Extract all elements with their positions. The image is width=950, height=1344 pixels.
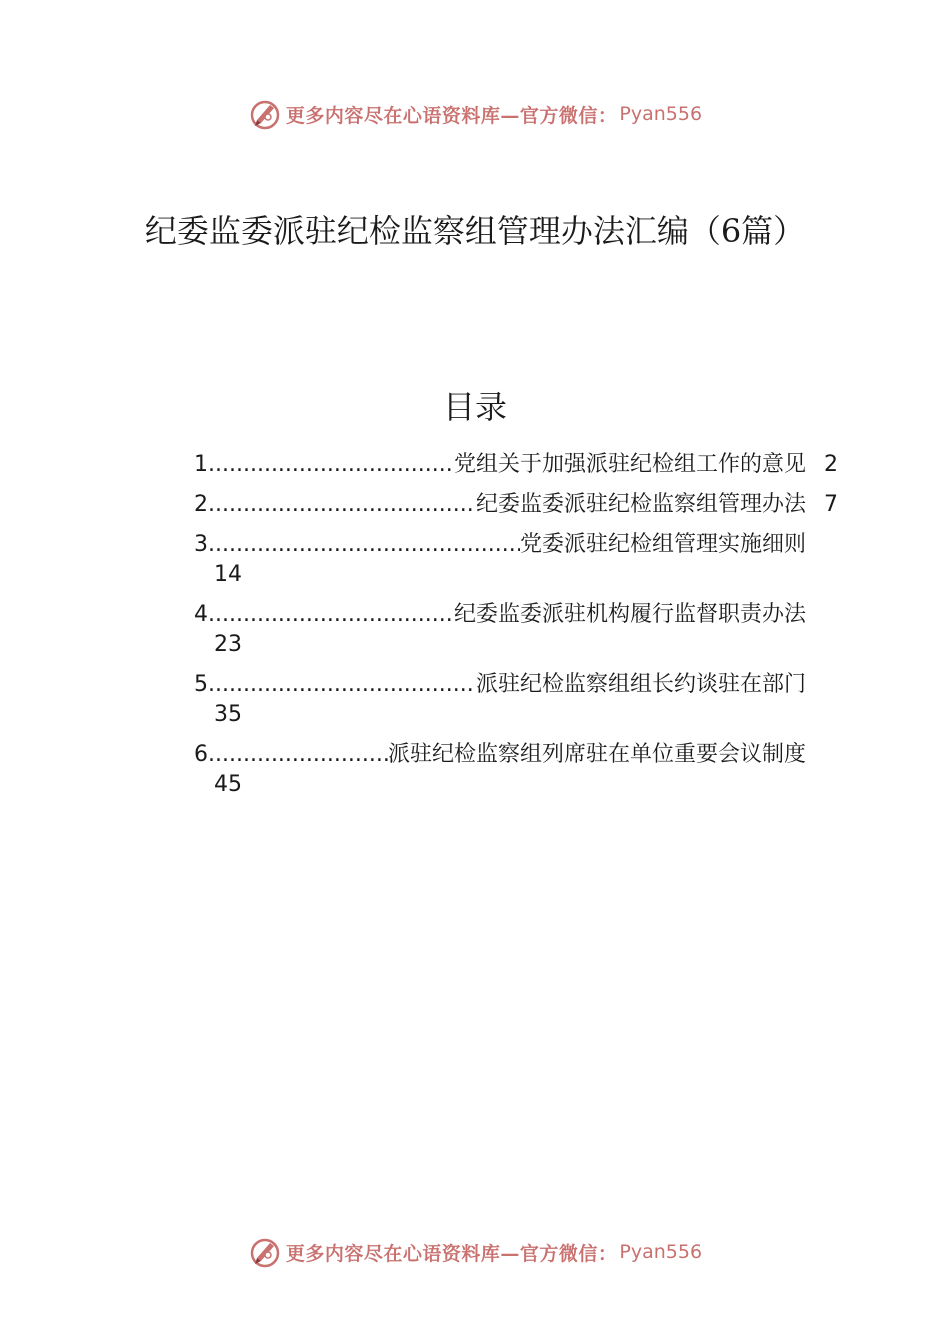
toc-dot-leader [208, 670, 476, 700]
pen-logo-icon [248, 97, 282, 131]
toc-entry-page: 2 [824, 452, 838, 477]
toc-entry-title: 纪委监委派驻机构履行监督职责办法 [453, 602, 806, 627]
toc-heading: 目录 [442, 388, 507, 426]
toc-entry[interactable] [194, 450, 844, 480]
toc-entry[interactable] [194, 530, 844, 590]
toc-entry-line [194, 530, 806, 560]
toc-entry-line [194, 600, 806, 630]
toc-dot-leader [208, 740, 388, 770]
toc-entry-title: 党委派驻纪检组管理实施细则 [519, 532, 806, 557]
toc-dot-leader [208, 490, 476, 520]
toc-entry-line [194, 670, 806, 700]
toc-entry-line [194, 490, 806, 520]
toc-entry[interactable] [194, 490, 844, 520]
pen-logo-icon [248, 1235, 282, 1269]
toc-dot-leader [208, 600, 454, 630]
toc-entry-number: 2 [194, 492, 208, 517]
banner-wechat-id: Pyan556 [619, 1241, 703, 1263]
toc-entry-title: 纪委监委派驻纪检监察组管理办法 [475, 492, 806, 517]
toc-entry-page: 45 [214, 772, 242, 797]
toc-entry-title: 派驻纪检监察组组长约谈驻在部门 [475, 672, 806, 697]
toc-entry-page: 35 [214, 702, 242, 727]
toc-entry-page: 14 [214, 562, 242, 587]
toc-entry[interactable] [194, 600, 844, 660]
toc-entry-title: 党组关于加强派驻纪检组工作的意见 [453, 452, 806, 477]
toc-entry-title: 派驻纪检监察组列席驻在单位重要会议制度 [387, 742, 806, 767]
toc-entry[interactable] [194, 740, 844, 800]
toc-entry-number: 4 [194, 602, 208, 627]
toc-entry-line [194, 450, 806, 480]
banner-text: 更多内容尽在心语资料库—官方微信： [285, 1242, 618, 1265]
toc-dot-leader [208, 450, 454, 480]
banner-text: 更多内容尽在心语资料库—官方微信： [285, 104, 618, 127]
toc-entry-page: 7 [824, 492, 838, 517]
footer-banner [0, 1232, 950, 1272]
toc-entry-line [194, 740, 806, 770]
banner-wechat-id: Pyan556 [619, 103, 703, 125]
toc-entry-page: 23 [214, 632, 242, 657]
toc-entry[interactable] [194, 670, 844, 730]
toc-dot-leader [208, 530, 520, 560]
toc-entry-number: 5 [194, 672, 208, 697]
toc-entry-number: 3 [194, 532, 208, 557]
toc-entry-number: 1 [194, 452, 208, 477]
header-banner [0, 94, 950, 134]
document-title: 纪委监委派驻纪检监察组管理办法汇编（6篇） [144, 212, 806, 250]
toc-entry-number: 6 [194, 742, 208, 767]
table-of-contents [194, 450, 844, 810]
